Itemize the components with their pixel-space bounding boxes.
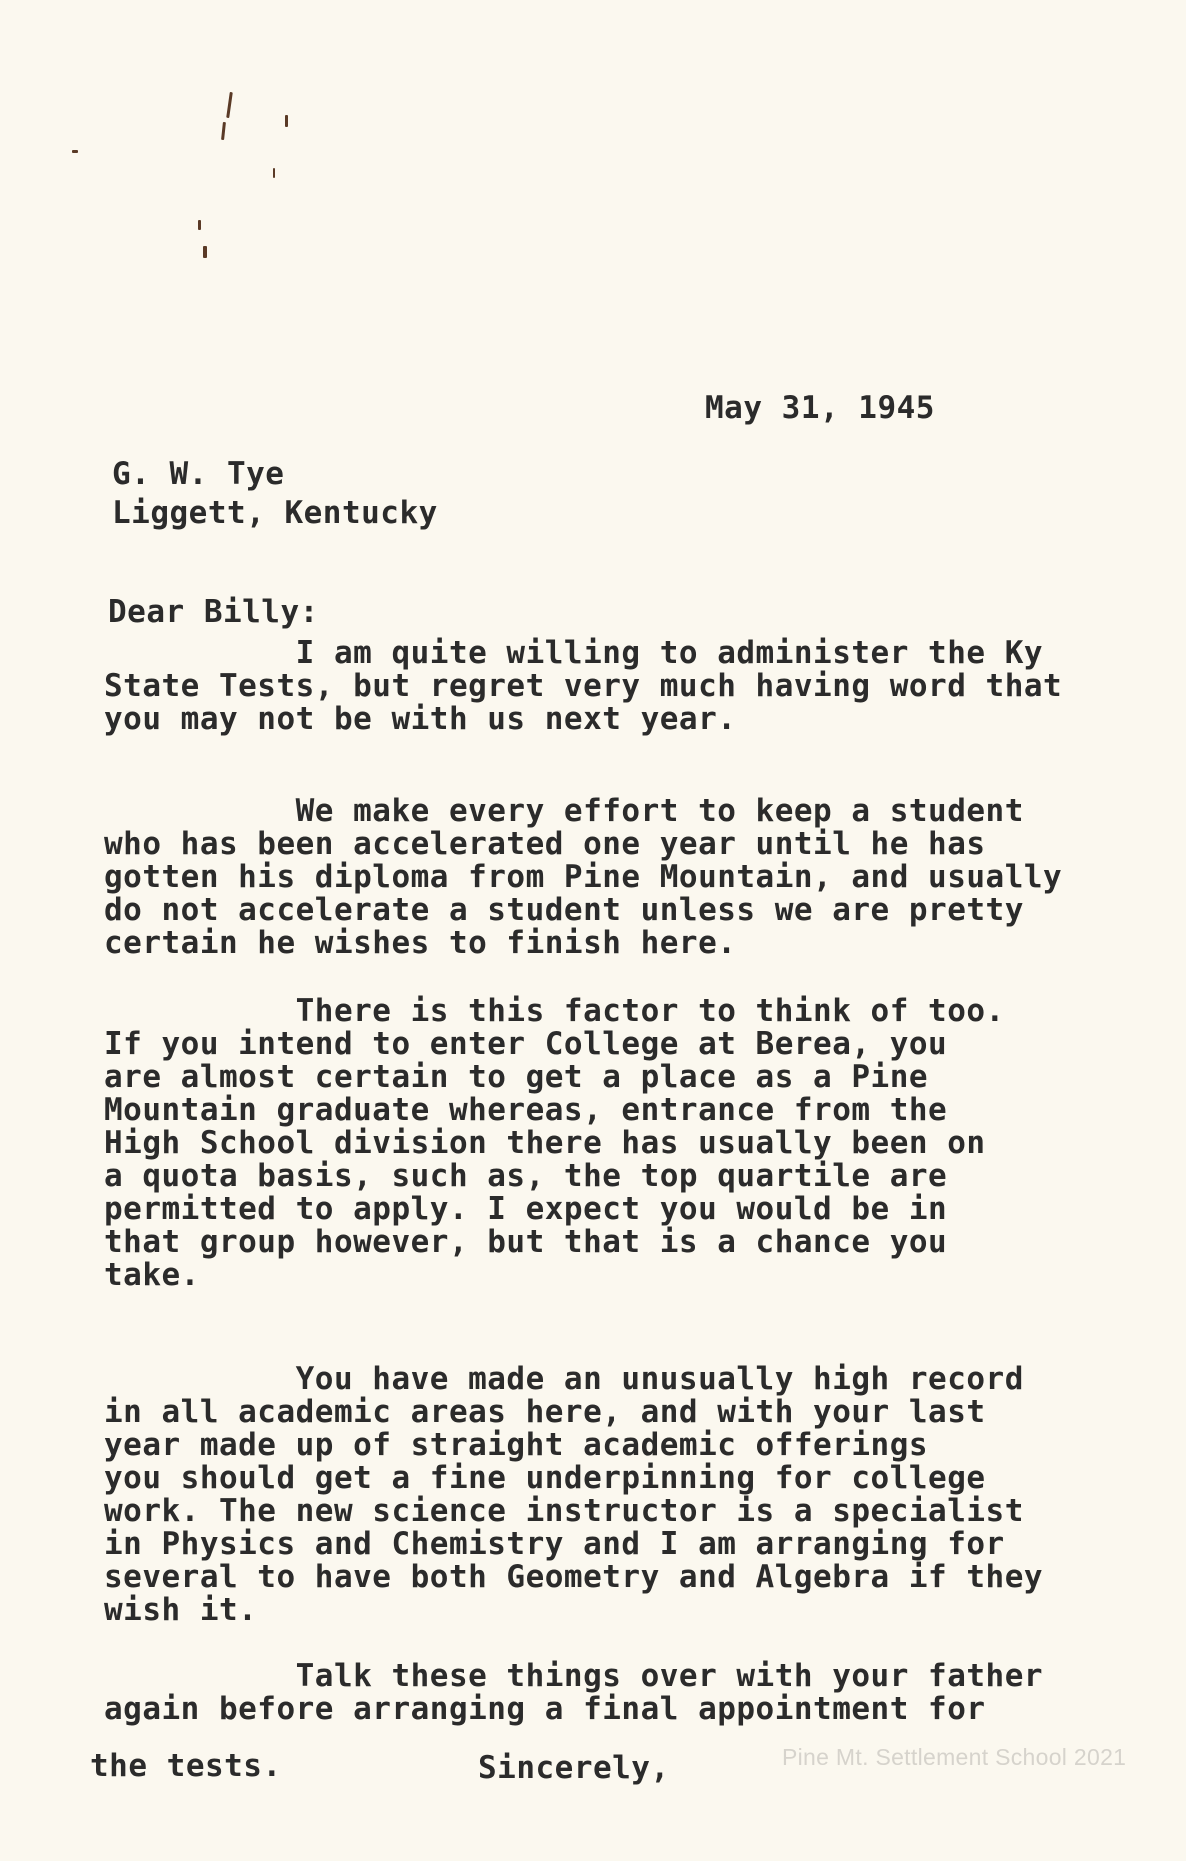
ink-mark <box>198 220 201 230</box>
paragraph-5: Talk these things over with your father again before arranging a final appointment for <box>104 1658 1044 1727</box>
salutation: Dear Billy: <box>108 594 319 630</box>
signoff: Sincerely, <box>478 1750 670 1786</box>
ink-mark <box>221 122 226 140</box>
recipient-location: Liggett, Kentucky <box>112 495 438 531</box>
paragraph-3: There is this factor to think of too. If you intend to enter College at Berea, you are almost certain to get a place as a Pine Mountain graduate whereas, entrance from the High School division there has usually been on a quota basis, such as, the top quartile are permitted to apply. I expect you would be in that group however, but that is a chance you take. <box>104 993 1005 1293</box>
paragraph-1: I am quite willing to administer the Ky State Tests, but regret very much having word that you may not be with us next year. <box>104 635 1063 737</box>
paragraph-2: We make every effort to keep a student who has been accelerated one year until he has gotten his diploma from Pine Mountain, and usually do not accelerate a student unless we are pretty certain he wishes to finish here. <box>104 793 1063 961</box>
paragraph-4: You have made an unusually high record in all academic areas here, and with your last year made up of straight academic offerings you should get a fine underpinning for college work. The new science instructor is a specialist in Physics and Chemistry and I am arranging for several to have both Geometry and Algebra if they wish it. <box>104 1361 1044 1628</box>
scan-border <box>1186 0 1200 1861</box>
ink-mark <box>72 150 78 153</box>
closing-line: the tests. <box>90 1748 282 1784</box>
ink-mark <box>203 246 207 258</box>
ink-mark <box>273 168 275 178</box>
recipient-address <box>112 455 438 533</box>
recipient-name: G. W. Tye <box>112 456 285 492</box>
ink-mark <box>285 115 288 127</box>
letter-date: May 31, 1945 <box>705 390 935 426</box>
archive-watermark: Pine Mt. Settlement School 2021 <box>782 1744 1127 1770</box>
ink-mark <box>226 92 233 118</box>
